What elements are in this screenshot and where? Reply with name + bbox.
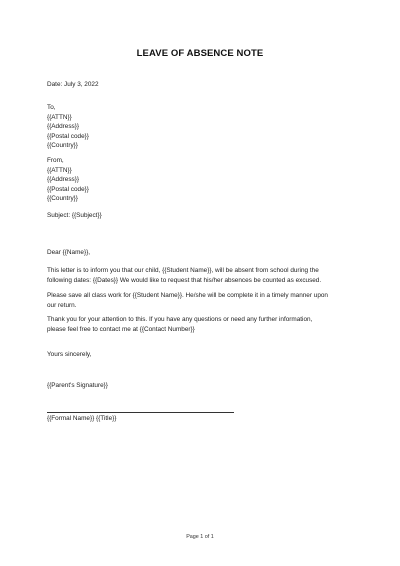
salutation: Dear {{Name}}, [47,249,90,256]
name-title-line: {{Formal Name}} {{Title}} [47,415,117,422]
paragraph-classwork [47,291,328,310]
from-label: From, [47,157,64,164]
to-label: To, [47,104,56,111]
subject-line: Subject: {{Subject}} [47,212,102,219]
paragraph-line: our return. [47,301,77,309]
closing: Yours sincerely, [47,351,92,358]
paragraph-line: Please save all class work for {{Student Name}}. He/she will be complete it in a timely manner upon [47,292,328,299]
paragraph-line: Thank you for your attention to this. If you have any questions or need any further information, [47,316,313,323]
to-country: {{Country}} [47,142,78,149]
to-attn: {{ATTN}} [47,113,72,121]
paragraph-line: please feel free to contact me at {{Contact Number}} [47,325,195,333]
from-postal-code: {{Postal code}} [47,185,89,193]
to-postal-code: {{Postal code}} [47,132,89,140]
from-attn: {{ATTN}} [47,166,72,174]
paragraph-thanks [47,315,312,334]
paragraph-intro [47,266,321,285]
paragraph-line: This letter is to inform you that our child, {{Student Name}}, will be absent from school during the [47,267,319,274]
paragraph-line: following dates: {{Dates}} We would like to request that his/her absences be counted as excused. [47,276,322,284]
document-title: LEAVE OF ABSENCE NOTE [136,48,264,59]
signature-placeholder: {{Parent's Signature}} [47,382,108,389]
sender-address-block [47,156,89,204]
from-country: {{Country}} [47,195,78,202]
to-address: {{Address}} [47,123,79,130]
recipient-address-block [47,103,89,151]
date-line: Date: July 3, 2022 [47,81,99,88]
from-address: {{Address}} [47,176,79,183]
page-number: Page 1 of 1 [186,534,214,540]
signature-line [47,412,234,413]
